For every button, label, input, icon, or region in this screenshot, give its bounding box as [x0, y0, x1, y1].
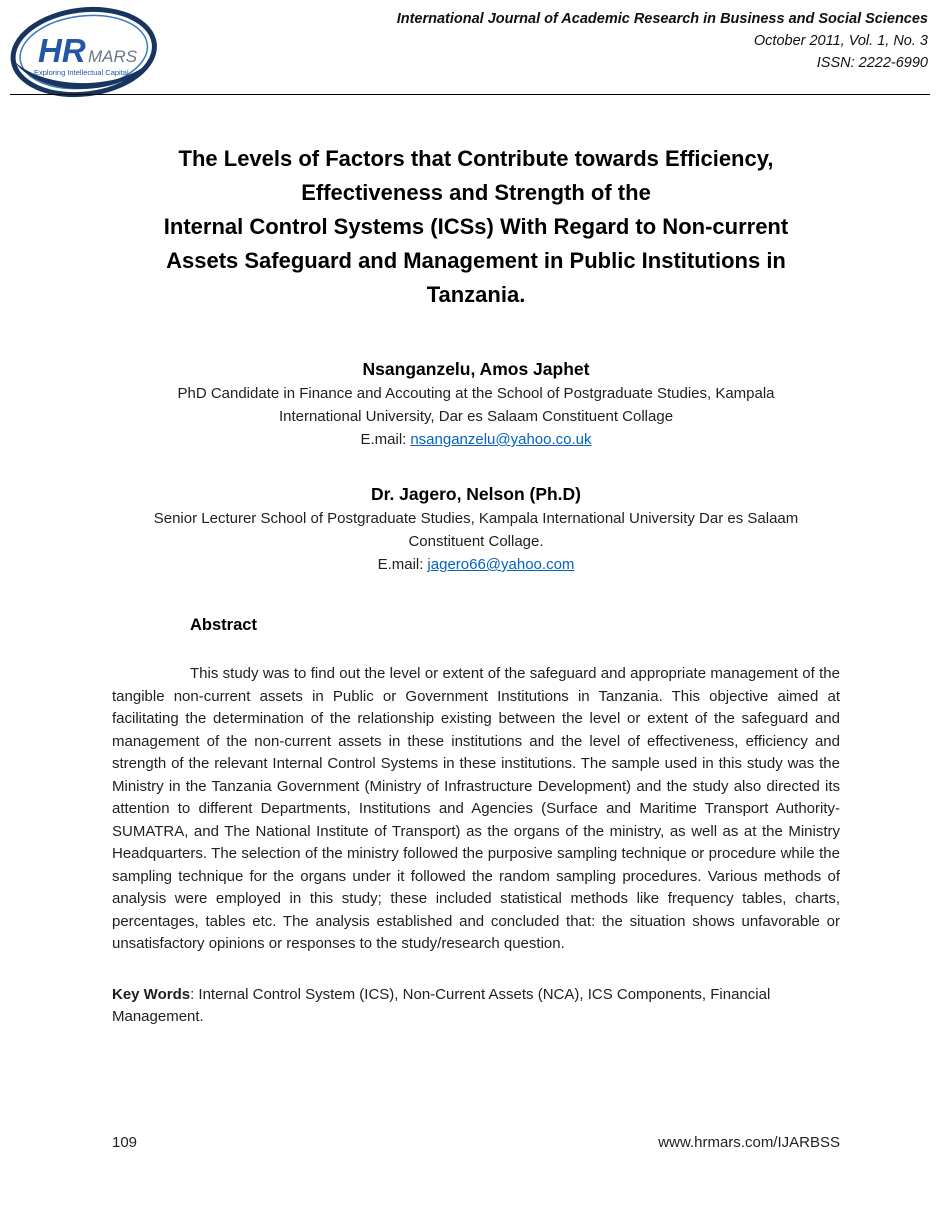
author-block-1 [112, 356, 840, 451]
logo-tagline: Exploring Intellectual Capital [34, 68, 129, 77]
author-affiliation: Senior Lecturer School of Postgraduate Studies, Kampala International University Dar es Salaam [153, 510, 799, 527]
header-meta [397, 8, 928, 74]
email-link-author1[interactable]: nsanganzelu@yahoo.co.uk [410, 431, 592, 448]
email-line [112, 428, 840, 451]
page-footer [112, 1134, 840, 1151]
logo-mars-text: MARS [88, 47, 138, 66]
email-label: E.mail: [377, 556, 424, 573]
issue-line: October 2011, Vol. 1, No. 3 [753, 33, 928, 49]
author-name: Dr. Jagero, Nelson (Ph.D) [370, 484, 582, 504]
author-affiliation: Constituent Collage. [408, 533, 544, 550]
logo-hr-text: HR [38, 32, 86, 69]
page-number: 109 [112, 1134, 138, 1151]
email-link-author2[interactable]: jagero66@yahoo.com [427, 556, 575, 573]
keywords [112, 984, 840, 1029]
paper-content [0, 142, 952, 1029]
paper-title [112, 142, 840, 312]
keywords-text: : Internal Control System (ICS), Non-Current Assets (NCA), ICS Components, Financial Management. [112, 985, 771, 1025]
title-line: Internal Control Systems (ICSs) With Regard to Non-current [163, 214, 789, 239]
issn-line: ISSN: 2222-6990 [816, 55, 928, 71]
title-line: Tanzania. [426, 282, 526, 307]
author-block-2 [112, 481, 840, 576]
abstract-body: This study was to find out the level or extent of the safeguard and appropriate management of the tangible non-current assets in Public or Government Institutions in Tanzania. This objective aimed at facilitating the determination of the relationship existing between the level or extent of the safeguard and management of the non-current assets in these institutions and the level of effectiveness, efficiency and strength of the relevant Internal Control Systems in these institutions. The sample used in this study was the Ministry in the Tanzania Government (Ministry of Infrastructure Development) and the study also directed its attention to different Departments, Institutions and Agencies (Surface and Maritime Transport Authority-SUMATRA, and The National Institute of Transport) as the organs of the ministry, as well as at the Ministry Headquarters. The selection of the ministry followed the purposive sampling technique or procedure while the sampling technique for the organs under it followed the random sampling procedures. Various methods of analysis were employed in this study; these included statistical methods like frequency tables, charts, percentages, tables etc. The analysis established and concluded that: the situation shows unfavorable or unsatisfactory opinions or responses to the study/research question. [112, 665, 840, 952]
author-affiliation: PhD Candidate in Finance and Accouting at the School of Postgraduate Studies, Kampala [177, 385, 775, 402]
title-line: Effectiveness and Strength of the [301, 180, 651, 205]
author-name: Nsanganzelu, Amos Japhet [362, 359, 590, 379]
email-label: E.mail: [360, 431, 407, 448]
title-line: Assets Safeguard and Management in Public Institutions in [166, 248, 786, 273]
footer-website: www.hrmars.com/IJARBSS [658, 1134, 840, 1151]
email-line [112, 553, 840, 576]
page-header [0, 0, 952, 100]
keywords-label: Key Words [112, 985, 191, 1003]
hrmars-logo [8, 4, 160, 104]
header-divider [10, 94, 930, 95]
journal-name: International Journal of Academic Research in Business and Social Sciences [396, 11, 928, 27]
author-affiliation: International University, Dar es Salaam Constituent Collage [278, 408, 674, 425]
title-line: The Levels of Factors that Contribute towards Efficiency, [178, 146, 774, 171]
abstract-heading: Abstract [190, 616, 257, 634]
